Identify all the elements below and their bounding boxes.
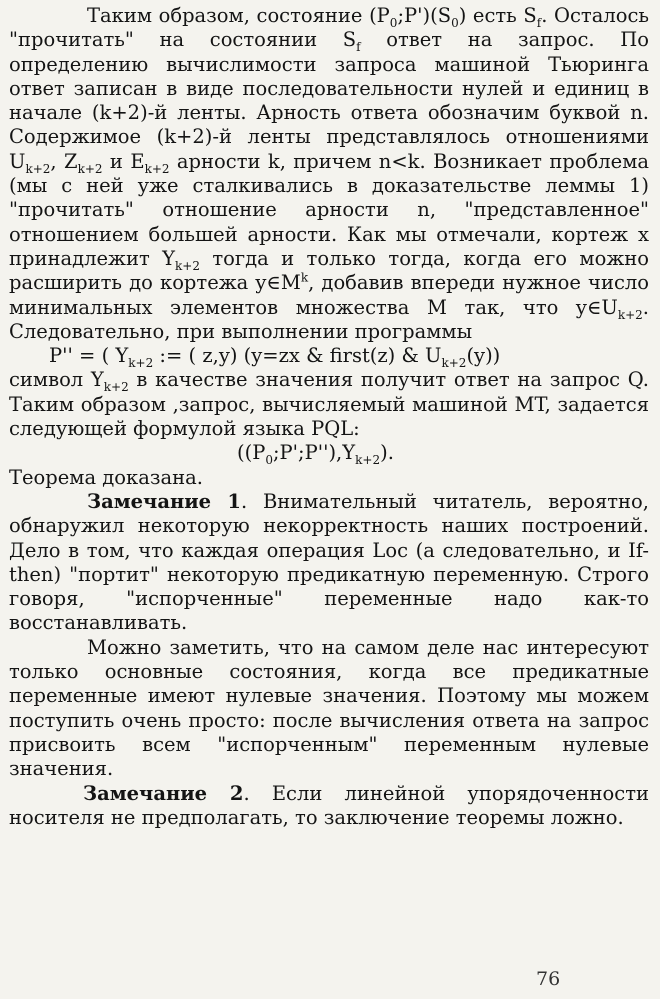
- paragraph-symbol-answer: символ $Y_{k+2}$ в качестве значения получит ответ на запрос Q. Таким образом ,запрос, вычисляемый машиной MT, задается следующей формулой языка PQL:: [9, 368, 650, 441]
- remark-2: Замечание 2. Если линейной упорядоченности носителя не предполагать, то заключение теоремы ложно.: [9, 781, 649, 829]
- page-number: 76: [536, 968, 561, 990]
- theorem-proved: Теорема доказана.: [9, 465, 203, 489]
- page-text: [9, 4, 649, 830]
- remark-2-label: Замечание 2: [83, 781, 244, 805]
- remark-1: Замечание 1. Внимательный читатель, вероятно, обнаружил некоторую некорректность наших построений. Дело в том, что каждая операция Loc (а следовательно, и If-then) "портит" некоторую предикатную переменную. Строго говоря, "испорченные" переменные надо как-то восстанавливать.: [9, 489, 649, 635]
- formula-program: P'' = ( $Y_{k+2}$ := ( z,y) (y=zx & first(z) & $U_{k+2}(y)$): [49, 344, 501, 371]
- remark-1-label: Замечание 1: [87, 489, 241, 513]
- formula-query: $((P_0;P';P''),Y_{k+2})$.: [237, 441, 394, 468]
- paragraph-restore-variables: Можно заметить, что на самом деле нас интересуют только основные состояния, когда все предикатные переменные имеют нулевые значения. Поэтому мы можем поступить очень просто: после вычисления ответа на запрос присвоить всем "испорченным" переменным нулевые значения.: [9, 635, 649, 781]
- paragraph-proof-continuation: Таким образом, состояние $(P_0;P')(S_0)$ есть $S_f$. Осталось "прочитать" на состоянии $S_f$ ответ на запрос. По определению вычислимости запроса машиной Тьюринга ответ записан в виде последовательности нулей и единиц в начале (k+2)-й ленты. Арность ответа обозначим буквой n. Содержимое (k+2)-й ленты представлялось отношениями $U_{k+2}$, $Z_{k+2}$ и $E_{k+2}$ арности k, причем n<k. Возникает проблема (мы с ней уже сталкивались в доказательстве леммы 1) "прочитать" отношение арности n, "представленное" отношением большей арности. Как мы отмечали, кортеж x принадлежит $Y_{k+2}$ тогда и только тогда, когда его можно расширить до кортежа $y\in M^k$, добавив впереди нужное число минимальных элементов множества M так, что $y\in U_{k+2}$. Следовательно, при выполнении программы: [9, 4, 650, 343]
